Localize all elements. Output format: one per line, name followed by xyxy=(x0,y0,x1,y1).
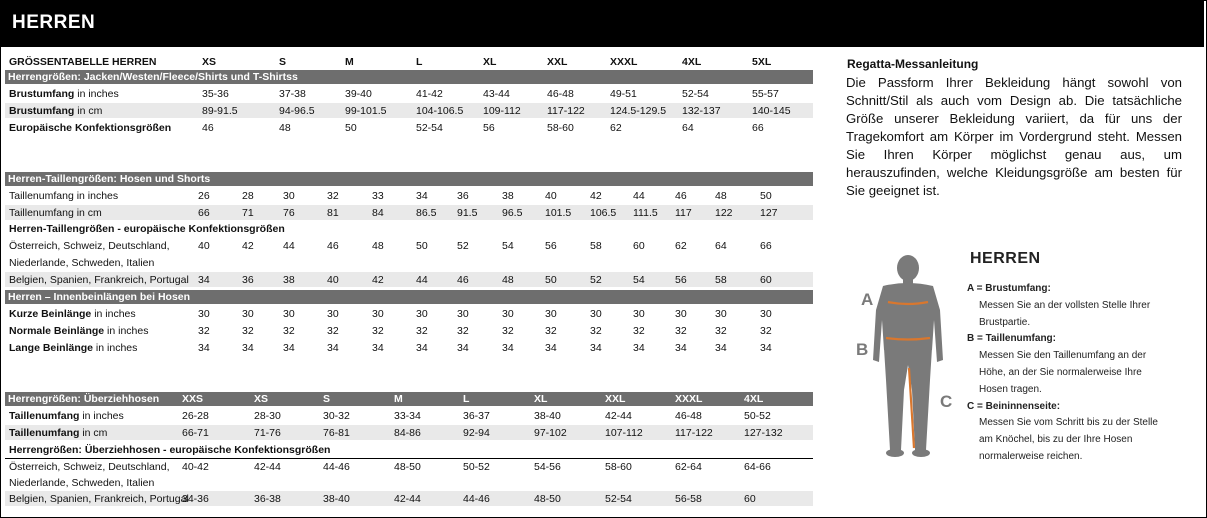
legend-text: am Knöchel, bis zu der Ihre Hosen xyxy=(979,434,1133,446)
divider-rule xyxy=(5,458,813,459)
row-label-unit: in inches xyxy=(93,342,138,354)
table-cell: 30 xyxy=(633,308,645,320)
table-cell: 50-52 xyxy=(744,410,771,422)
row-label xyxy=(9,104,102,118)
size-header: XL xyxy=(483,56,497,68)
table-cell: 30 xyxy=(457,308,469,320)
legend-text: normalerweise reichen. xyxy=(979,450,1083,462)
table-cell: 30 xyxy=(242,308,254,320)
row-label: Taillenumfang in cm xyxy=(9,207,102,219)
legend-text: Höhe, an der Sie normalerweise Ihre xyxy=(979,366,1142,378)
row-label-unit: in inches xyxy=(79,410,124,422)
table-cell: 44 xyxy=(283,240,295,252)
table-cell: 32 xyxy=(372,325,384,337)
table-cell: 32 xyxy=(242,325,254,337)
label-b: B xyxy=(856,340,869,359)
size-header: XXL xyxy=(547,56,568,68)
row-label-bold: Brustumfang xyxy=(9,105,75,117)
table-cell: 32 xyxy=(502,325,514,337)
table-cell: 36 xyxy=(457,190,469,202)
legend-text: Messen Sie an der vollsten Stelle Ihrer xyxy=(979,299,1151,311)
table-cell: 30 xyxy=(327,308,339,320)
legend-key: A = Brustumfang: xyxy=(967,283,1051,294)
size-header: XL xyxy=(534,393,548,405)
table-cell: 58 xyxy=(715,274,727,286)
table-cell: 48 xyxy=(372,240,384,252)
row-label-bold: Taillenumfang xyxy=(9,410,80,422)
table1-section: Herrengrößen: Jacken/Westen/Fleece/Shirts und T-Shirtss xyxy=(8,71,298,83)
table-cell: 30 xyxy=(198,308,210,320)
row-label-unit: in cm xyxy=(79,427,108,439)
table-cell: 30-32 xyxy=(323,410,350,422)
row-label xyxy=(9,307,136,321)
table-cell: 33 xyxy=(372,190,384,202)
table2-section1: Herren-Taillengrößen: Hosen und Shorts xyxy=(8,173,211,185)
size-header: M xyxy=(394,393,403,405)
size-header: 5XL xyxy=(752,56,772,68)
table-cell: 30 xyxy=(760,308,772,320)
table-cell: 56 xyxy=(675,274,687,286)
size-header: XXXL xyxy=(675,393,703,405)
table-cell: 58-60 xyxy=(605,461,632,473)
table-cell: 49-51 xyxy=(610,88,637,100)
body-silhouette xyxy=(868,250,948,465)
table-cell: 71 xyxy=(242,207,254,219)
row-label-continued: Niederlande, Schweden, Italien xyxy=(9,257,155,269)
table-cell: 30 xyxy=(715,308,727,320)
table-cell: 32 xyxy=(590,325,602,337)
legend-text: Brustpartie. xyxy=(979,316,1031,328)
table2-section1-band xyxy=(5,172,813,186)
table-cell: 36-38 xyxy=(254,493,281,505)
row-label-continued: Niederlande, Schweden, Italien xyxy=(9,477,155,489)
table-cell: 30 xyxy=(502,308,514,320)
table-cell: 40 xyxy=(327,274,339,286)
table-cell: 62-64 xyxy=(675,461,702,473)
table-cell: 117-122 xyxy=(675,427,713,439)
size-header: S xyxy=(323,393,331,405)
table-cell: 37-38 xyxy=(279,88,306,100)
table-cell: 124.5-129.5 xyxy=(610,105,667,117)
table-cell: 42 xyxy=(242,240,254,252)
table-cell: 32 xyxy=(633,325,645,337)
table-cell: 60 xyxy=(633,240,645,252)
table-cell: 54 xyxy=(502,240,514,252)
table-cell: 55-57 xyxy=(752,88,779,100)
table-cell: 52-54 xyxy=(416,122,443,134)
table-cell: 34-36 xyxy=(182,493,209,505)
table-cell: 122 xyxy=(715,207,733,219)
info-title: Regatta-Messanleitung xyxy=(847,57,979,71)
row-label-bold: Brustumfang xyxy=(9,88,75,100)
table-cell: 46-48 xyxy=(547,88,574,100)
table-cell: 40-42 xyxy=(182,461,209,473)
table-cell: 34 xyxy=(283,342,295,354)
table-cell: 56 xyxy=(483,122,495,134)
table-cell: 32 xyxy=(416,325,428,337)
row-label-bold: Normale Beinlänge xyxy=(9,325,105,337)
row-label xyxy=(9,87,119,101)
table-cell: 58 xyxy=(590,240,602,252)
table-cell: 35-36 xyxy=(202,88,229,100)
row-label xyxy=(9,324,148,338)
table-cell: 99-101.5 xyxy=(345,105,387,117)
table-cell: 71-76 xyxy=(254,427,281,439)
table-cell: 54 xyxy=(633,274,645,286)
row-label: Österreich, Schweiz, Deutschland, xyxy=(9,240,170,252)
table-cell: 30 xyxy=(283,308,295,320)
table-cell: 30 xyxy=(590,308,602,320)
table-cell: 60 xyxy=(744,493,756,505)
table-cell: 64 xyxy=(715,240,727,252)
table-cell: 52-54 xyxy=(605,493,632,505)
table-cell: 34 xyxy=(633,342,645,354)
table-cell: 38 xyxy=(283,274,295,286)
table-cell: 28-30 xyxy=(254,410,281,422)
table2-section2: Herren – Innenbeinlängen bei Hosen xyxy=(8,291,191,303)
table-cell: 86.5 xyxy=(416,207,437,219)
table-cell: 34 xyxy=(675,342,687,354)
size-header: L xyxy=(416,56,423,68)
size-header: S xyxy=(279,56,287,68)
table-cell: 36 xyxy=(242,274,254,286)
table-cell: 62 xyxy=(610,122,622,134)
table-cell: 30 xyxy=(545,308,557,320)
info-text: Die Passform Ihrer Bekleidung hängt sowohl von Schnitt/Stil als auch vom Design ab. Die tatsächliche Größe unserer Bekleidung variiert, da für uns der Tragekomfort am Körper im Vordergrund steht. Messen Sie Ihren Körper möglichst genau aus, um herauszufinden, welche Kleidungsgröße am besten für Sie geeignet ist. xyxy=(846,75,1182,198)
table1-section-band xyxy=(5,70,813,84)
table-cell: 66-71 xyxy=(182,427,209,439)
row-label xyxy=(9,409,124,423)
table-cell: 32 xyxy=(675,325,687,337)
size-header: L xyxy=(463,393,470,405)
table-cell: 66 xyxy=(752,122,764,134)
table-cell: 44 xyxy=(416,274,428,286)
table-cell: 34 xyxy=(198,274,210,286)
table-cell: 48-50 xyxy=(394,461,421,473)
table-cell: 41-42 xyxy=(416,88,443,100)
table-cell: 44-46 xyxy=(323,461,350,473)
table-cell: 30 xyxy=(372,308,384,320)
header-bar xyxy=(0,0,1204,47)
size-header: XS xyxy=(254,393,269,405)
table-cell: 84 xyxy=(372,207,384,219)
table-cell: 34 xyxy=(242,342,254,354)
table-cell: 62 xyxy=(675,240,687,252)
table-cell: 101.5 xyxy=(545,207,572,219)
legend-key: B = Taillenumfang: xyxy=(967,333,1056,345)
table-cell: 91.5 xyxy=(457,207,478,219)
row-label: Belgien, Spanien, Frankreich, Portugal xyxy=(9,493,189,505)
table-cell: 46 xyxy=(675,190,687,202)
table-cell: 34 xyxy=(416,342,428,354)
row-label: Taillenumfang in inches xyxy=(9,190,119,202)
table-cell: 38-40 xyxy=(323,493,350,505)
table-cell: 60 xyxy=(760,274,772,286)
table-cell: 89-91.5 xyxy=(202,105,238,117)
table-cell: 56-58 xyxy=(675,493,702,505)
table-cell: 94-96.5 xyxy=(279,105,315,117)
table3-corner: Herrengrößen: Überziehhosen xyxy=(8,393,160,405)
table-cell: 32 xyxy=(760,325,772,337)
table-cell: 50 xyxy=(760,190,772,202)
table-cell: 32 xyxy=(715,325,727,337)
table-cell: 117 xyxy=(675,207,692,219)
row-label-unit: in inches xyxy=(104,325,149,337)
table-cell: 56 xyxy=(545,240,557,252)
table3-subheading: Herrengrößen: Überziehhosen - europäische Konfektionsgrößen xyxy=(9,444,331,456)
size-header: 4XL xyxy=(744,393,764,405)
size-header: XS xyxy=(202,56,217,68)
table-cell: 28 xyxy=(242,190,254,202)
table-cell: 30 xyxy=(283,190,295,202)
table-cell: 46 xyxy=(327,240,339,252)
table-cell: 42-44 xyxy=(605,410,632,422)
table-cell: 52-54 xyxy=(682,88,709,100)
table-cell: 30 xyxy=(416,308,428,320)
table-cell: 42 xyxy=(372,274,384,286)
table-cell: 44 xyxy=(633,190,645,202)
table-cell: 97-102 xyxy=(534,427,567,439)
row-label xyxy=(9,426,107,440)
table1-corner: GRÖSSENTABELLE HERREN xyxy=(9,56,157,68)
row-label-bold: Taillenumfang xyxy=(9,427,80,439)
size-header: XXL xyxy=(605,393,626,405)
table-cell: 30 xyxy=(675,308,687,320)
table-cell: 96.5 xyxy=(502,207,523,219)
table-cell: 34 xyxy=(545,342,557,354)
label-a: A xyxy=(861,290,874,309)
table-cell: 34 xyxy=(590,342,602,354)
table2-section2-band xyxy=(5,290,813,304)
table-cell: 50 xyxy=(416,240,428,252)
table-cell: 34 xyxy=(198,342,210,354)
table-cell: 76-81 xyxy=(323,427,350,439)
table-cell: 34 xyxy=(327,342,339,354)
table-cell: 46 xyxy=(202,122,214,134)
table-cell: 32 xyxy=(327,190,339,202)
row-label-unit: in cm xyxy=(74,105,103,117)
table-cell: 66 xyxy=(760,240,772,252)
table-cell: 52 xyxy=(457,240,469,252)
table-cell: 52 xyxy=(590,274,602,286)
table-cell: 32 xyxy=(327,325,339,337)
size-header: 4XL xyxy=(682,56,702,68)
table-cell: 111.5 xyxy=(633,207,658,219)
label-c: C xyxy=(940,392,953,411)
row-label xyxy=(9,341,137,355)
table-cell: 32 xyxy=(545,325,557,337)
table-cell: 48 xyxy=(502,274,514,286)
row-label: Belgien, Spanien, Frankreich, Portugal xyxy=(9,274,189,286)
table-cell: 26-28 xyxy=(182,410,209,422)
table-cell: 32 xyxy=(283,325,295,337)
table-cell: 44-46 xyxy=(463,493,490,505)
legend-text: Messen Sie vom Schritt bis zu der Stelle xyxy=(979,417,1158,429)
table-cell: 38-40 xyxy=(534,410,561,422)
size-header: XXXL xyxy=(610,56,638,68)
row-label xyxy=(9,121,171,135)
figure-title: HERREN xyxy=(970,250,1041,267)
table-cell: 34 xyxy=(760,342,772,354)
table-cell: 42-44 xyxy=(394,493,421,505)
table-cell: 104-106.5 xyxy=(416,105,464,117)
table-cell: 106.5 xyxy=(590,207,617,219)
table-cell: 32 xyxy=(457,325,469,337)
size-header: M xyxy=(345,56,354,68)
row-label-bold: Europäische Konfektionsgrößen xyxy=(9,122,172,134)
table-cell: 58-60 xyxy=(547,122,574,134)
table-cell: 36-37 xyxy=(463,410,490,422)
legend-text: Hosen tragen. xyxy=(979,383,1042,395)
figure-legend xyxy=(967,281,1158,466)
table-cell: 46-48 xyxy=(675,410,702,422)
table-cell: 39-40 xyxy=(345,88,372,100)
table-cell: 48 xyxy=(715,190,727,202)
table-cell: 50 xyxy=(345,122,357,134)
table-cell: 34 xyxy=(416,190,428,202)
table-cell: 48 xyxy=(279,122,291,134)
legend-key: C = Beininnenseite: xyxy=(967,400,1061,412)
table-cell: 117-122 xyxy=(547,105,585,117)
row-label-unit: in inches xyxy=(74,88,119,100)
table-cell: 34 xyxy=(457,342,469,354)
table-cell: 107-112 xyxy=(605,427,643,439)
row-label-bold: Lange Beinlänge xyxy=(9,342,94,354)
table-cell: 81 xyxy=(327,207,339,219)
table-cell: 34 xyxy=(715,342,727,354)
table-cell: 50-52 xyxy=(463,461,490,473)
table-cell: 50 xyxy=(545,274,557,286)
table-cell: 34 xyxy=(372,342,384,354)
size-header: XXS xyxy=(182,393,204,405)
table-cell: 33-34 xyxy=(394,410,421,422)
table-cell: 92-94 xyxy=(463,427,490,439)
table-cell: 127 xyxy=(760,207,778,219)
row-label-bold: Kurze Beinlänge xyxy=(9,308,92,320)
table-cell: 32 xyxy=(198,325,210,337)
table-cell: 46 xyxy=(457,274,469,286)
table-cell: 127-132 xyxy=(744,427,783,439)
row-label-unit: in inches xyxy=(91,308,136,320)
table-cell: 42-44 xyxy=(254,461,281,473)
table-cell: 40 xyxy=(198,240,210,252)
table-cell: 34 xyxy=(502,342,514,354)
table2-subheading: Herren-Taillengrößen - europäische Konfektionsgrößen xyxy=(9,223,285,235)
table-cell: 40 xyxy=(545,190,557,202)
table-cell: 54-56 xyxy=(534,461,561,473)
table-cell: 64-66 xyxy=(744,461,771,473)
table-cell: 66 xyxy=(198,207,210,219)
table-cell: 109-112 xyxy=(483,105,521,117)
row-label: Österreich, Schweiz, Deutschland, xyxy=(9,461,170,473)
header-title: HERREN xyxy=(12,12,96,33)
table-cell: 84-86 xyxy=(394,427,421,439)
legend-text: Messen Sie den Taillenumfang an der xyxy=(979,350,1147,362)
table-cell: 140-145 xyxy=(752,105,791,117)
table-cell: 26 xyxy=(198,190,210,202)
table-cell: 43-44 xyxy=(483,88,510,100)
table-cell: 132-137 xyxy=(682,105,721,117)
table-cell: 64 xyxy=(682,122,694,134)
table-cell: 38 xyxy=(502,190,514,202)
table-cell: 76 xyxy=(283,207,295,219)
table-cell: 42 xyxy=(590,190,602,202)
table-cell: 48-50 xyxy=(534,493,561,505)
